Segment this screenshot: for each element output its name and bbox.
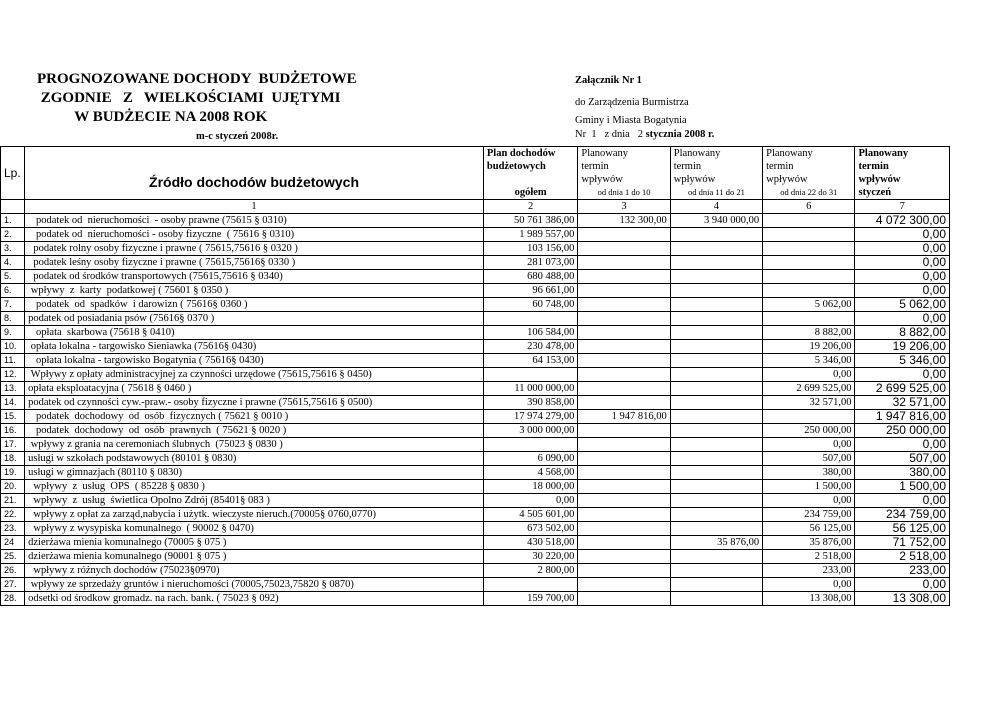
- row-source: opłata lokalna - targowisko Bogatynia ( 75616§ 0430): [25, 354, 484, 368]
- row-plan: 18 000,00: [483, 480, 577, 494]
- header-term-1: [578, 147, 670, 200]
- row-lp: 8.: [1, 312, 25, 326]
- header-source: Źródło dochodów budżetowych: [25, 147, 484, 200]
- row-total: 0,00: [855, 494, 950, 508]
- row-term-1: [578, 368, 670, 382]
- row-plan: 430 518,00: [483, 536, 577, 550]
- table-row: [1, 326, 950, 340]
- row-plan: 4 568,00: [483, 466, 577, 480]
- row-source: podatek od nieruchomości - osoby prawne (75615 § 0310): [25, 214, 484, 228]
- row-term-2: [670, 242, 762, 256]
- row-term-3: 0,00: [763, 494, 855, 508]
- colnum-3: 3: [578, 200, 670, 214]
- row-plan: 3 000 000,00: [483, 424, 577, 438]
- row-term-3: 250 000,00: [763, 424, 855, 438]
- row-term-1: [578, 480, 670, 494]
- header-term3-l2: termin: [766, 161, 794, 172]
- table-row: [1, 550, 950, 564]
- row-total: 0,00: [855, 438, 950, 452]
- row-source: wpływy z wysypiska komunalnego ( 90002 § 0470): [25, 522, 484, 536]
- budget-table: [0, 146, 950, 606]
- row-source: dzierżawa mienia komunalnego (70005 § 075 ): [25, 536, 484, 550]
- row-term-2: [670, 326, 762, 340]
- document-subtitle: m-c styczeń 2008r.: [196, 131, 279, 142]
- row-term-1: 1 947 816,00: [578, 410, 670, 424]
- row-term-3: [763, 312, 855, 326]
- row-source: wpływy z grania na ceremoniach ślubnych (75023 § 0830 ): [25, 438, 484, 452]
- colnum-lp: [1, 200, 25, 214]
- row-term-3: 380,00: [763, 466, 855, 480]
- row-source: usługi w gimnazjach (80110 § 0830): [25, 466, 484, 480]
- row-term-1: [578, 382, 670, 396]
- row-term-3: 13 308,00: [763, 592, 855, 606]
- header-term1-l2: termin: [581, 161, 609, 172]
- row-total: 0,00: [855, 284, 950, 298]
- colnum-4: 4: [670, 200, 762, 214]
- row-source: opłata skarbowa (75618 § 0410): [25, 326, 484, 340]
- row-term-2: [670, 256, 762, 270]
- row-plan: 390 858,00: [483, 396, 577, 410]
- row-term-2: [670, 298, 762, 312]
- colnum-2: 2: [483, 200, 577, 214]
- row-term-1: [578, 578, 670, 592]
- row-term-2: [670, 550, 762, 564]
- table-row: [1, 270, 950, 284]
- row-plan: 6 090,00: [483, 452, 577, 466]
- row-plan: 11 000 000,00: [483, 382, 577, 396]
- header-term1-l3: wpływów: [581, 174, 623, 185]
- row-source: opłata eksploatacyjna ( 75618 § 0460 ): [25, 382, 484, 396]
- row-total: 0,00: [855, 228, 950, 242]
- row-term-1: 132 300,00: [578, 214, 670, 228]
- row-term-3: 0,00: [763, 578, 855, 592]
- row-source: odsetki od środkow gromadz. na rach. bank. ( 75023 § 092): [25, 592, 484, 606]
- row-term-1: [578, 592, 670, 606]
- row-term-2: [670, 424, 762, 438]
- row-plan: [483, 578, 577, 592]
- row-total: 234 759,00: [855, 508, 950, 522]
- title-line-1: PROGNOZOWANE DOCHODY BUDŻETOWE: [37, 71, 357, 87]
- row-term-3: [763, 284, 855, 298]
- row-term-2: [670, 228, 762, 242]
- column-number-row: [1, 200, 950, 214]
- row-total: 0,00: [855, 242, 950, 256]
- row-total: 13 308,00: [855, 592, 950, 606]
- table-row: [1, 522, 950, 536]
- row-total: 2 699 525,00: [855, 382, 950, 396]
- row-term-1: [578, 270, 670, 284]
- annex-note: [575, 72, 714, 144]
- row-term-3: 8 882,00: [763, 326, 855, 340]
- row-term-2: 35 876,00: [670, 536, 762, 550]
- row-plan: 673 502,00: [483, 522, 577, 536]
- row-term-1: [578, 396, 670, 410]
- row-plan: 17 974 279,00: [483, 410, 577, 424]
- row-total: 380,00: [855, 466, 950, 480]
- table-row: [1, 410, 950, 424]
- table-row: [1, 382, 950, 396]
- row-term-1: [578, 354, 670, 368]
- row-term-2: [670, 578, 762, 592]
- row-plan: 281 073,00: [483, 256, 577, 270]
- row-source: wpływy z usług OPS ( 85228 § 0830 ): [25, 480, 484, 494]
- row-term-3: 2 699 525,00: [763, 382, 855, 396]
- annex-line-4-date: stycznia 2008 r.: [645, 129, 715, 140]
- table-row: [1, 592, 950, 606]
- row-source: wpływy z usług świetlica Opolno Zdrój (85401§ 083 ): [25, 494, 484, 508]
- row-term-1: [578, 564, 670, 578]
- table-row: [1, 256, 950, 270]
- row-plan: 0,00: [483, 494, 577, 508]
- row-term-1: [578, 424, 670, 438]
- row-lp: 19.: [1, 466, 25, 480]
- row-lp: 2.: [1, 228, 25, 242]
- row-plan: [483, 312, 577, 326]
- row-lp: 23.: [1, 522, 25, 536]
- row-lp: 22.: [1, 508, 25, 522]
- row-lp: 17.: [1, 438, 25, 452]
- row-plan: [483, 368, 577, 382]
- annex-line-4: [575, 126, 714, 144]
- row-source: podatek leśny osoby fizyczne i prawne ( 75615,75616§ 0330 ): [25, 256, 484, 270]
- row-term-2: [670, 270, 762, 284]
- row-term-3: 0,00: [763, 368, 855, 382]
- row-plan: 96 661,00: [483, 284, 577, 298]
- header-total-l3: wpływów: [858, 174, 901, 185]
- header-term2-l2: termin: [673, 161, 702, 172]
- row-lp: 26.: [1, 564, 25, 578]
- row-lp: 27.: [1, 578, 25, 592]
- header-lp: Lp.: [1, 147, 25, 200]
- header-total: [855, 147, 950, 200]
- row-term-3: [763, 256, 855, 270]
- row-plan: 103 156,00: [483, 242, 577, 256]
- header-plan-l2: budżetowych: [486, 161, 546, 172]
- row-term-3: 32 571,00: [763, 396, 855, 410]
- row-total: 71 752,00: [855, 536, 950, 550]
- row-term-3: 233,00: [763, 564, 855, 578]
- table-row: [1, 214, 950, 228]
- row-term-3: 1 500,00: [763, 480, 855, 494]
- row-term-2: [670, 564, 762, 578]
- row-source: opłata lokalna - targowisko Sieniawka (75616§ 0430): [25, 340, 484, 354]
- row-term-1: [578, 494, 670, 508]
- row-plan: 64 153,00: [483, 354, 577, 368]
- header-term-2: [670, 147, 762, 200]
- table-row: [1, 452, 950, 466]
- row-total: 0,00: [855, 270, 950, 284]
- row-source: podatek rolny osoby fizyczne i prawne ( 75615,75616 § 0320 ): [25, 242, 484, 256]
- row-lp: 24: [1, 536, 25, 550]
- row-term-1: [578, 452, 670, 466]
- row-source: podatek od spadków i darowizn ( 75616§ 0360 ): [25, 298, 484, 312]
- row-lp: 21.: [1, 494, 25, 508]
- row-lp: 18.: [1, 452, 25, 466]
- row-term-2: [670, 494, 762, 508]
- header-term2-l3: wpływów: [673, 174, 716, 185]
- row-total: 32 571,00: [855, 396, 950, 410]
- row-term-2: 3 940 000,00: [670, 214, 762, 228]
- row-term-1: [578, 438, 670, 452]
- row-term-1: [578, 522, 670, 536]
- header-total-l1: Planowany: [858, 148, 909, 159]
- header-plan-l1: Plan dochodów: [486, 148, 556, 159]
- header-term3-l3: wpływów: [766, 174, 808, 185]
- row-lp: 4.: [1, 256, 25, 270]
- row-total: 233,00: [855, 564, 950, 578]
- row-source: podatek od nieruchomości - osoby fizyczne ( 75616 § 0310): [25, 228, 484, 242]
- table-row: [1, 368, 950, 382]
- header-plan: [483, 147, 577, 200]
- row-term-2: [670, 592, 762, 606]
- row-term-2: [670, 284, 762, 298]
- row-total: 1 947 816,00: [855, 410, 950, 424]
- row-term-3: 2 518,00: [763, 550, 855, 564]
- row-lp: 3.: [1, 242, 25, 256]
- row-source: wpływy ze sprzedaży gruntów i nieruchomości (70005,75023,75820 § 0870): [25, 578, 484, 592]
- row-total: 0,00: [855, 578, 950, 592]
- row-term-1: [578, 466, 670, 480]
- table-row: [1, 466, 950, 480]
- row-plan: 4 505 601,00: [483, 508, 577, 522]
- header-total-l2: termin: [858, 161, 889, 172]
- row-source: podatek od środków transportowych (75615,75616 § 0340): [25, 270, 484, 284]
- table-row: [1, 284, 950, 298]
- row-source: dzierżawa mienia komunalnego (90001 § 075 ): [25, 550, 484, 564]
- row-term-1: [578, 536, 670, 550]
- table-row: [1, 298, 950, 312]
- row-total: 1 500,00: [855, 480, 950, 494]
- row-source: wpływy z karty podatkowej ( 75601 § 0350 ): [25, 284, 484, 298]
- table-row: [1, 564, 950, 578]
- row-term-2: [670, 452, 762, 466]
- row-term-3: [763, 228, 855, 242]
- row-plan: 1 989 557,00: [483, 228, 577, 242]
- row-lp: 1.: [1, 214, 25, 228]
- row-term-1: [578, 228, 670, 242]
- row-total: 56 125,00: [855, 522, 950, 536]
- row-plan: [483, 438, 577, 452]
- header-total-l4: styczeń: [858, 187, 892, 198]
- row-total: 19 206,00: [855, 340, 950, 354]
- table-row: [1, 340, 950, 354]
- row-term-2: [670, 508, 762, 522]
- row-total: 8 882,00: [855, 326, 950, 340]
- row-term-3: 56 125,00: [763, 522, 855, 536]
- row-term-2: [670, 466, 762, 480]
- colnum-1: 1: [25, 200, 484, 214]
- row-plan: 159 700,00: [483, 592, 577, 606]
- row-term-1: [578, 508, 670, 522]
- row-total: 250 000,00: [855, 424, 950, 438]
- table-row: [1, 228, 950, 242]
- row-source: podatek dochodowy od osób fizycznych ( 75621 § 0010 ): [25, 410, 484, 424]
- header-term2-l1: Planowany: [673, 148, 721, 159]
- row-term-2: [670, 410, 762, 424]
- row-term-2: [670, 480, 762, 494]
- table-row: [1, 424, 950, 438]
- document-title: [37, 70, 357, 127]
- row-term-3: [763, 270, 855, 284]
- row-total: 5 062,00: [855, 298, 950, 312]
- row-term-1: [578, 242, 670, 256]
- row-lp: 14.: [1, 396, 25, 410]
- row-source: usługi w szkołach podstawowych (80101 § 0830): [25, 452, 484, 466]
- table-row: [1, 494, 950, 508]
- row-term-3: 0,00: [763, 438, 855, 452]
- row-lp: 15.: [1, 410, 25, 424]
- row-total: 507,00: [855, 452, 950, 466]
- title-line-2: ZGODNIE Z WIELKOŚCIAMI UJĘTYMI: [37, 90, 341, 106]
- row-plan: 30 220,00: [483, 550, 577, 564]
- table-row: [1, 508, 950, 522]
- row-term-2: [670, 312, 762, 326]
- table-header-row: [1, 147, 950, 200]
- row-plan: 2 800,00: [483, 564, 577, 578]
- colnum-6: 6: [763, 200, 855, 214]
- row-source: wpływy z opłat za zarząd,nabycia i użytk. wieczyste nieruch.(70005§ 0760,0770): [25, 508, 484, 522]
- row-term-1: [578, 326, 670, 340]
- row-lp: 6.: [1, 284, 25, 298]
- row-lp: 12.: [1, 368, 25, 382]
- table-row: [1, 354, 950, 368]
- row-term-2: [670, 396, 762, 410]
- row-term-1: [578, 550, 670, 564]
- table-row: [1, 242, 950, 256]
- row-lp: 9.: [1, 326, 25, 340]
- annex-line-1: Załącznik Nr 1: [575, 75, 642, 86]
- row-term-1: [578, 284, 670, 298]
- row-term-1: [578, 340, 670, 354]
- header-plan-l3: ogółem: [514, 187, 547, 198]
- row-lp: 28.: [1, 592, 25, 606]
- row-term-3: 5 062,00: [763, 298, 855, 312]
- row-term-1: [578, 298, 670, 312]
- row-lp: 13.: [1, 382, 25, 396]
- header-term3-l1: Planowany: [766, 148, 813, 159]
- row-plan: 680 488,00: [483, 270, 577, 284]
- row-source: Wpływy z opłaty administracyjnej za czynności urzędowe (75615,75616 § 0450): [25, 368, 484, 382]
- row-total: 0,00: [855, 256, 950, 270]
- row-term-3: [763, 214, 855, 228]
- row-term-3: 234 759,00: [763, 508, 855, 522]
- table-row: [1, 396, 950, 410]
- row-total: 2 518,00: [855, 550, 950, 564]
- row-plan: 60 748,00: [483, 298, 577, 312]
- row-term-1: [578, 256, 670, 270]
- annex-line-3: Gminy i Miasta Bogatynia: [575, 115, 687, 126]
- header-term1-l4: od dnia 1 do 10: [597, 187, 651, 197]
- title-line-3: W BUDŻECIE NA 2008 ROK: [37, 109, 268, 125]
- row-plan: 106 584,00: [483, 326, 577, 340]
- row-total: 4 072 300,00: [855, 214, 950, 228]
- row-plan: 50 761 386,00: [483, 214, 577, 228]
- table-row: [1, 312, 950, 326]
- row-source: wpływy z różnych dochodów (75023§0970): [25, 564, 484, 578]
- row-source: podatek dochodowy od osób prawnych ( 75621 § 0020 ): [25, 424, 484, 438]
- row-term-2: [670, 368, 762, 382]
- row-term-2: [670, 354, 762, 368]
- annex-line-4-prefix: Nr 1 z dnia 2: [575, 129, 646, 140]
- row-lp: 25.: [1, 550, 25, 564]
- row-lp: 10.: [1, 340, 25, 354]
- row-term-3: 19 206,00: [763, 340, 855, 354]
- header-term2-l4: od dnia 11 do 21: [688, 187, 745, 197]
- row-source: podatek od czynności cyw.-praw.- osoby fizyczne i prawne (75615,75616 § 0500): [25, 396, 484, 410]
- colnum-7: 7: [855, 200, 950, 214]
- row-lp: 20.: [1, 480, 25, 494]
- table-row: [1, 536, 950, 550]
- row-term-3: [763, 410, 855, 424]
- row-source: podatek od posiadania psów (75616§ 0370 ): [25, 312, 484, 326]
- row-term-1: [578, 312, 670, 326]
- row-term-3: [763, 242, 855, 256]
- row-term-2: [670, 382, 762, 396]
- row-term-2: [670, 522, 762, 536]
- header-term-3: [763, 147, 855, 200]
- row-lp: 5.: [1, 270, 25, 284]
- row-total: 0,00: [855, 312, 950, 326]
- table-row: [1, 438, 950, 452]
- row-term-3: 507,00: [763, 452, 855, 466]
- row-plan: 230 478,00: [483, 340, 577, 354]
- annex-line-2: do Zarządzenia Burmistrza: [575, 97, 689, 108]
- table-row: [1, 578, 950, 592]
- table-row: [1, 480, 950, 494]
- row-total: 0,00: [855, 368, 950, 382]
- row-lp: 7.: [1, 298, 25, 312]
- row-lp: 11.: [1, 354, 25, 368]
- header-term1-l1: Planowany: [581, 148, 629, 159]
- row-term-3: 5 346,00: [763, 354, 855, 368]
- row-term-2: [670, 438, 762, 452]
- row-term-3: 35 876,00: [763, 536, 855, 550]
- row-total: 5 346,00: [855, 354, 950, 368]
- row-term-2: [670, 340, 762, 354]
- row-lp: 16.: [1, 424, 25, 438]
- header-term3-l4: od dnia 22 do 31: [780, 187, 838, 197]
